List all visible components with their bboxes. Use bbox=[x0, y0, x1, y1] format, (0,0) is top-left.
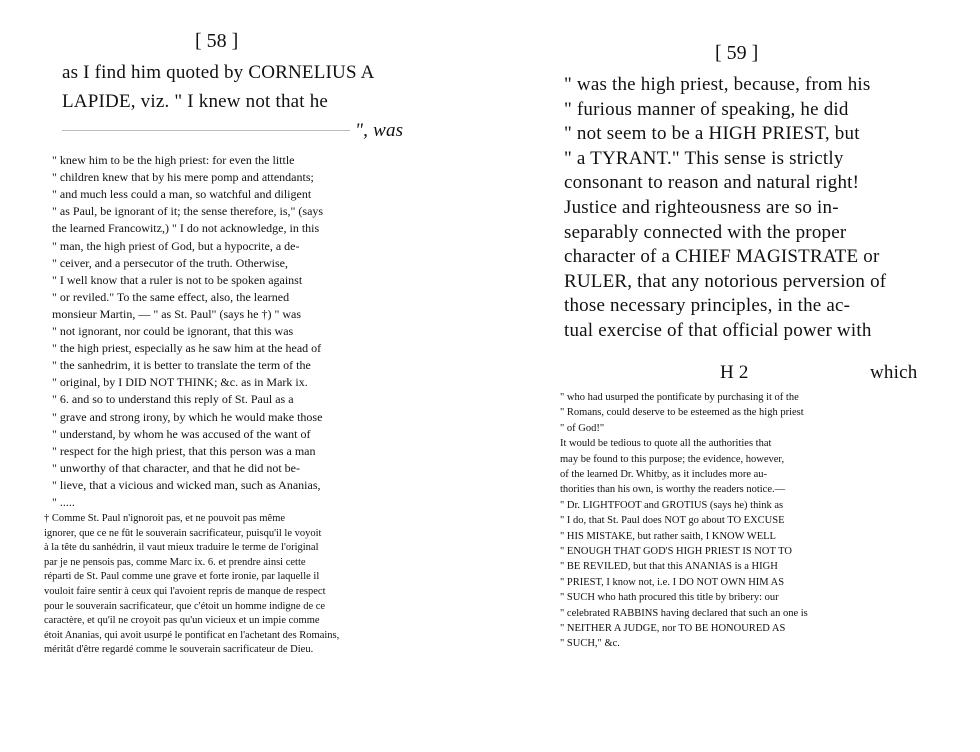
text-line: " and much less could a man, so watchful and diligent bbox=[52, 187, 312, 202]
lead-line: ", was bbox=[355, 120, 404, 141]
text-line: " furious manner of speaking, he did bbox=[564, 98, 849, 120]
text-line: † Comme St. Paul n'ignoroit pas, et ne pouvoit pas même bbox=[44, 513, 286, 524]
text-line: may be found to this purpose; the evidence, however, bbox=[560, 453, 785, 465]
text-line: " was the high priest, because, from his bbox=[564, 74, 871, 95]
text-line: " ..... bbox=[52, 495, 75, 509]
text-line: pour le souverain sacrificateur, que c'étoit un homme indigne de ce bbox=[44, 600, 326, 612]
text-line: réparti de St. Paul comme une grave et forte ironie, par laquelle il bbox=[44, 571, 320, 583]
page-number-left: [ 58 ] bbox=[195, 30, 239, 52]
text-line: of the learned Dr. Whitby, as it includes more au- bbox=[560, 469, 768, 480]
lead-line: LAPIDE, viz. " I knew not that he bbox=[62, 91, 329, 112]
lead-rule bbox=[62, 130, 350, 131]
text-line: thorities than his own, is worthy the readers notice.— bbox=[560, 484, 786, 496]
text-line: vouloit faire sentir à ceux qui l'avoient repris de manque de respect bbox=[44, 586, 326, 597]
text-line: the learned Francowitz,) " I do not acknowledge, in this bbox=[52, 221, 320, 236]
text-line: " I do, that St. Paul does NOT go about TO EXCUSE bbox=[560, 515, 785, 527]
text-line: " grave and strong irony, by which he would make those bbox=[52, 409, 323, 424]
page-number-right: [ 59 ] bbox=[715, 42, 759, 64]
text-line: méritât d'être regardé comme le souverain sacrificateur de Dieu. bbox=[44, 644, 314, 656]
text-line: " children knew that by his mere pomp and attendants; bbox=[52, 170, 314, 185]
text-line: " unworthy of that character, and that he did not be- bbox=[52, 460, 300, 475]
text-line: " understand, by whom he was accused of the want of bbox=[52, 426, 311, 441]
text-line: those necessary principles, in the ac- bbox=[564, 295, 851, 317]
text-line: " Romans, could deserve to be esteemed as the high priest bbox=[560, 407, 804, 419]
text-line: " not seem to be a HIGH PRIEST, but bbox=[564, 123, 860, 145]
text-line: separably connected with the proper bbox=[564, 221, 847, 243]
text-line: Justice and righteousness are so in- bbox=[564, 197, 839, 218]
text-line: monsieur Martin, — " as St. Paul" (says he †) " was bbox=[52, 306, 301, 321]
text-line: " the sanhedrim, it is better to translate the term of the bbox=[52, 358, 311, 373]
text-line: character of a CHIEF MAGISTRATE or bbox=[564, 246, 880, 268]
text-line: " ENOUGH THAT GOD'S HIGH PRIEST IS NOT TO bbox=[560, 546, 792, 557]
signature-mark: H 2 bbox=[720, 362, 749, 383]
text-line: tual exercise of that official power with bbox=[564, 320, 872, 341]
text-line: " knew him to be the high priest: for even the little bbox=[52, 153, 295, 167]
text-line: " I well know that a ruler is not to be spoken against bbox=[52, 272, 303, 287]
text-line: par je ne pensois pas, comme Marc ix. 6. et prendre ainsi cette bbox=[44, 556, 306, 568]
text-line: It would be tedious to quote all the authorities that bbox=[560, 438, 772, 450]
text-line: " ceiver, and a persecutor of the truth. Otherwise, bbox=[52, 255, 288, 270]
text-line: ignorer, que ce ne fût le souverain sacrificateur, puisqu'il le voyoit bbox=[44, 527, 322, 539]
text-line: " the high priest, especially as he saw him at the head of bbox=[52, 341, 322, 356]
text-line: consonant to reason and natural right! bbox=[564, 172, 860, 194]
text-line: RULER, that any notorious perversion of bbox=[564, 270, 887, 292]
text-line: " as Paul, be ignorant of it; the sense therefore, is," (says bbox=[52, 204, 324, 219]
text-line: caractère, et qu'il ne croyoit pas qu'un vicieux et un impie comme bbox=[44, 615, 320, 627]
text-line: " respect for the high priest, that this person was a man bbox=[52, 443, 316, 458]
text-line: " of God!" bbox=[560, 422, 605, 434]
text-line: " or reviled." To the same effect, also, the learned bbox=[52, 289, 290, 304]
text-line: " a TYRANT." This sense is strictly bbox=[564, 147, 844, 169]
text-line: " Dr. LIGHTFOOT and GROTIUS (says he) think as bbox=[560, 499, 784, 511]
text-line: étoit Ananias, qui avoit usurpé le pontificat en l'achetant des Romains, bbox=[44, 629, 340, 641]
text-line: " SUCH who hath procured this title by bribery: our bbox=[560, 592, 779, 604]
text-line: " original, by I DID NOT THINK; &c. as in Mark ix. bbox=[52, 375, 308, 390]
text-line: " celebrated RABBINS having declared that such an one is bbox=[560, 607, 808, 619]
text-line: " HIS MISTAKE, but rather saith, I KNOW WELL bbox=[560, 530, 776, 542]
text-line: à la tête du sanhédrin, il vaut mieux traduire le terme de l'original bbox=[44, 542, 319, 554]
text-line: " not ignorant, nor could be ignorant, that this was bbox=[52, 324, 294, 338]
text-line: " 6. and so to understand this reply of St. Paul as a bbox=[52, 392, 294, 407]
catchword: which bbox=[870, 362, 918, 383]
lead-line: as I find him quoted by CORNELIUS A bbox=[62, 62, 375, 83]
text-line: " BE REVILED, but that this ANANIAS is a HIGH bbox=[560, 561, 778, 573]
text-line: " who had usurped the pontificate by purchasing it of the bbox=[560, 392, 799, 403]
text-line: " man, the high priest of God, but a hypocrite, a de- bbox=[52, 238, 300, 253]
text-line: " NEITHER A JUDGE, nor TO BE HONOURED AS bbox=[560, 623, 786, 634]
text-line: " PRIEST, I know not, i.e. I DO NOT OWN HIM AS bbox=[560, 576, 785, 588]
text-line: " SUCH," &c. bbox=[560, 638, 620, 650]
text-line: " lieve, that a vicious and wicked man, such as Ananias, bbox=[52, 477, 321, 492]
